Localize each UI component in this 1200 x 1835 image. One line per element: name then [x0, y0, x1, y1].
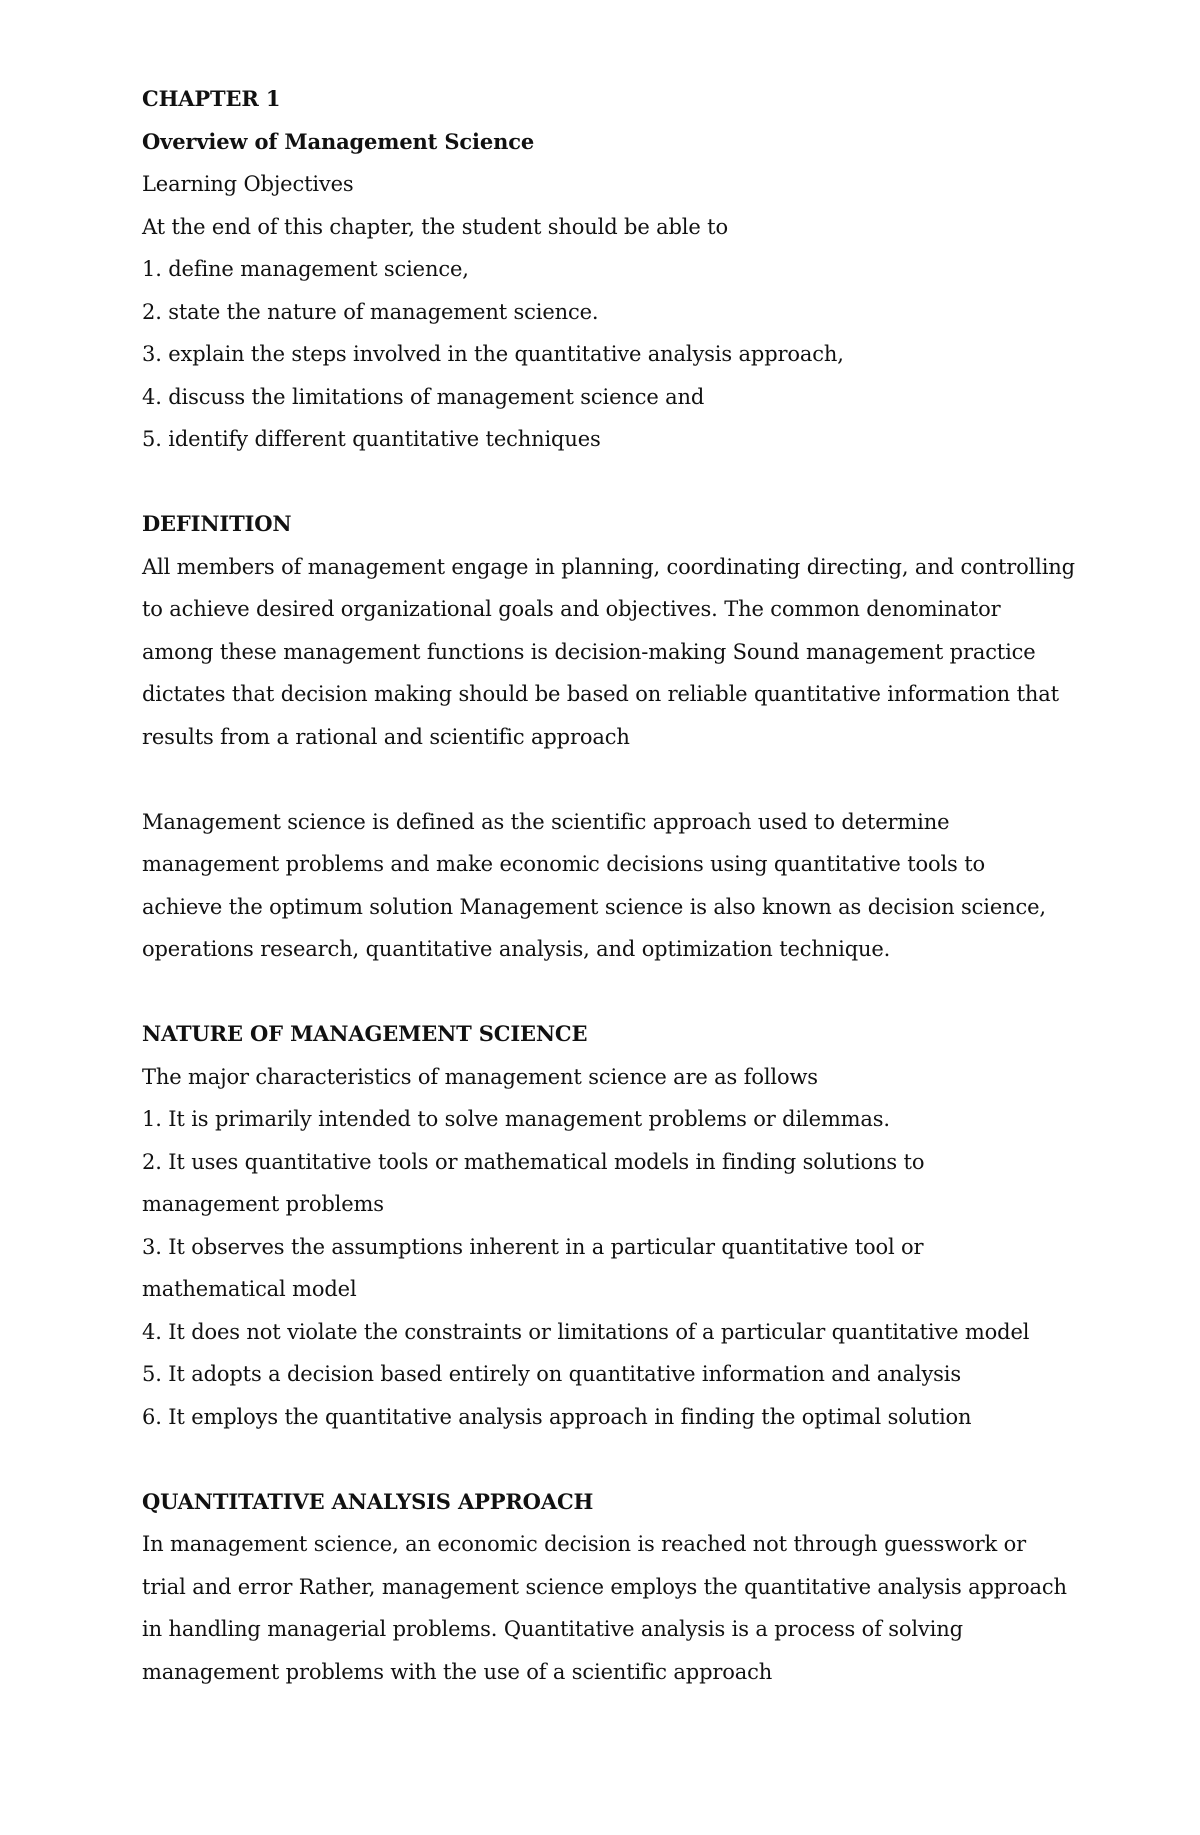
nature-line: 4. It does not violate the constraints or limitations of a particular quantitative model [142, 1319, 1030, 1344]
objective-item: 5. identify different quantitative techniques [142, 427, 601, 451]
chapter-label: CHAPTER 1 [142, 86, 281, 111]
paragraph-line: to achieve desired organizational goals and objectives. The common denominator [142, 597, 1001, 621]
definition-heading: DEFINITION [142, 511, 292, 536]
paragraph-line: Management science is defined as the scientific approach used to determine [142, 809, 950, 834]
paragraph-line: management problems and make economic decisions using quantitative tools to [142, 852, 985, 876]
objective-item: 4. discuss the limitations of management science and [142, 384, 705, 409]
paragraph-line: among these management functions is decision-making Sound management practice [142, 639, 1036, 664]
approach-line: in handling managerial problems. Quantitative analysis is a process of solving [142, 1617, 963, 1641]
nature-line: management problems [142, 1192, 384, 1216]
nature-line: 5. It adopts a decision based entirely on quantitative information and analysis [142, 1362, 962, 1386]
paragraph-line: All members of management engage in planning, coordinating directing, and controlling [142, 554, 1075, 579]
nature-line: The major characteristics of management science are as follows [142, 1064, 818, 1089]
approach-heading: QUANTITATIVE ANALYSIS APPROACH [142, 1488, 594, 1514]
objective-item: 2. state the nature of management science. [142, 299, 599, 324]
objectives-intro: At the end of this chapter, the student should be able to [142, 214, 728, 239]
paragraph-line: achieve the optimum solution Management science is also known as decision science, [142, 894, 1046, 919]
section-spacer [142, 971, 1082, 1014]
nature-line: 1. It is primarily intended to solve management problems or dilemmas. [142, 1107, 890, 1131]
paragraph-line: dictates that decision making should be based on reliable quantitative information that [142, 682, 1059, 706]
objective-item: 3. explain the steps involved in the quantitative analysis approach, [142, 342, 844, 366]
approach-line: In management science, an economic decision is reached not through guesswork or [142, 1532, 1026, 1556]
nature-heading: NATURE OF MANAGEMENT SCIENCE [142, 1021, 588, 1046]
nature-line: 3. It observes the assumptions inherent in a particular quantitative tool or [142, 1234, 924, 1259]
paragraph-line: operations research, quantitative analysis, and optimization technique. [142, 937, 891, 961]
paragraph-line: results from a rational and scientific approach [142, 724, 630, 749]
document-body [142, 78, 1082, 1693]
nature-line: 2. It uses quantitative tools or mathematical models in finding solutions to [142, 1149, 925, 1174]
section-spacer [142, 461, 1082, 504]
paragraph-spacer [142, 758, 1082, 801]
section-spacer [142, 1438, 1082, 1481]
nature-line: 6. It employs the quantitative analysis approach in finding the optimal solution [142, 1404, 972, 1429]
objective-item: 1. define management science, [142, 257, 469, 281]
nature-line: mathematical model [142, 1277, 357, 1301]
objectives-heading: Learning Objectives [142, 172, 354, 196]
approach-line: trial and error Rather, management science employs the quantitative analysis approach [142, 1574, 1067, 1599]
approach-line: management problems with the use of a scientific approach [142, 1659, 773, 1684]
chapter-title: Overview of Management Science [142, 128, 535, 154]
